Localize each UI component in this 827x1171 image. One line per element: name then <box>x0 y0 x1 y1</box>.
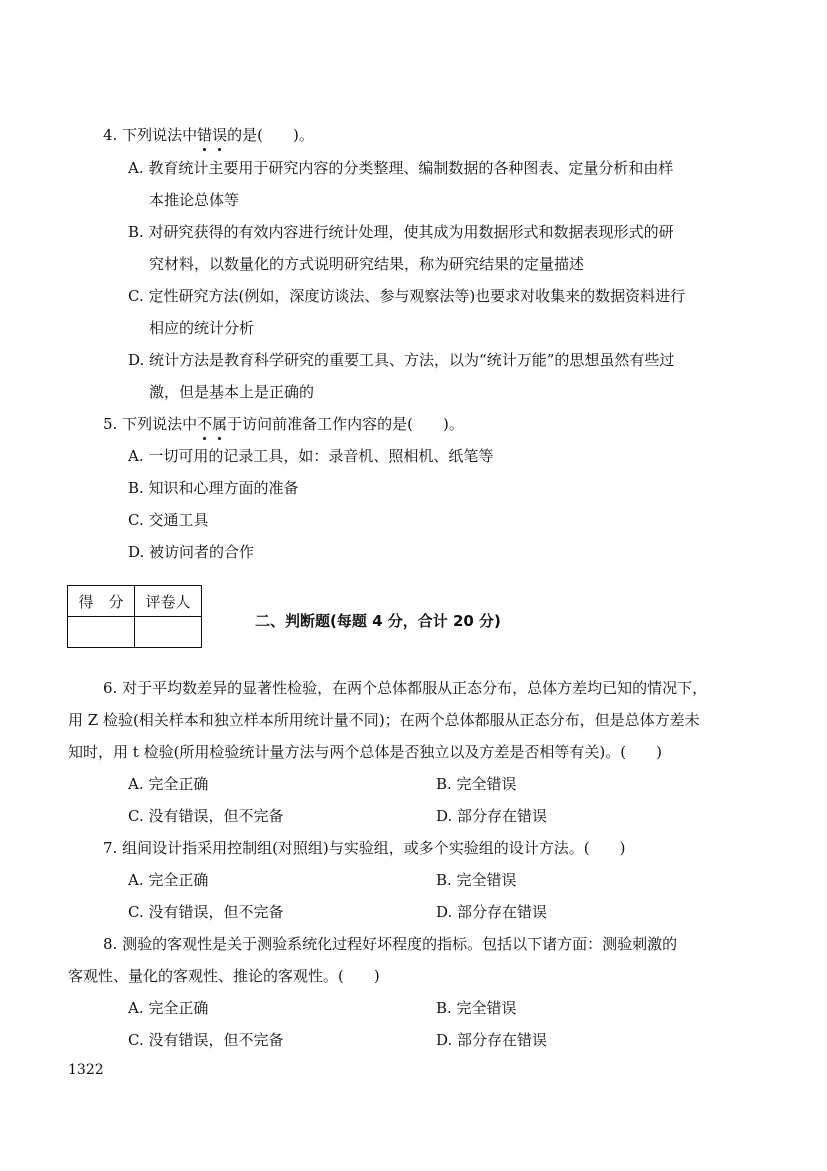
q6-option-a: A. 完全正确 <box>128 775 209 793</box>
q4-option-b-line2: 究材料，以数量化的方式说明研究结果，称为研究结果的定量描述 <box>149 255 585 273</box>
emphasis-char: 误 <box>212 126 228 144</box>
q4-option-d-line1: D. 统计方法是教育科学研究的重要工具、方法，以为“统计万能”的思想虽然有些过 <box>128 351 675 369</box>
grader-cell <box>135 617 202 648</box>
q4-option-a-line2: 本推论总体等 <box>149 191 240 209</box>
q6-stem-line3: 知时，用 t 检验(所用检验统计量方法与两个总体是否独立以及方差是否相等有关)。( ) <box>68 743 662 761</box>
page-number: 1322 <box>68 1062 104 1078</box>
q8-option-a: A. 完全正确 <box>128 999 209 1017</box>
score-header: 得 分 <box>68 586 135 617</box>
q4-option-a-line1: A. 教育统计主要用于研究内容的分类整理、编制数据的各种图表、定量分析和由样 <box>128 159 674 177</box>
q6-option-c: C. 没有错误，但不完备 <box>128 807 284 825</box>
emphasis-char: 属 <box>212 415 228 433</box>
q5-option-d: D. 被访问者的合作 <box>128 543 255 561</box>
score-table <box>67 585 202 648</box>
q8-stem-line1: 8. 测验的客观性是关于测验系统化过程好坏程度的指标。包括以下诸方面：测验刺激的 <box>103 935 678 953</box>
q8-option-d: D. 部分存在错误 <box>436 1031 548 1049</box>
q4-option-c-line1: C. 定性研究方法(例如，深度访谈法、参与观察法等)也要求对收集来的数据资料进行 <box>128 287 686 305</box>
grader-header: 评卷人 <box>135 586 202 617</box>
q4-stem: 4. 下列说法中错误的是( )。 <box>103 126 314 144</box>
q8-option-b: B. 完全错误 <box>436 999 517 1017</box>
emphasis-char: 不 <box>197 415 213 433</box>
q5-option-c: C. 交通工具 <box>128 511 209 529</box>
q8-option-c: C. 没有错误，但不完备 <box>128 1031 284 1049</box>
q7-option-d: D. 部分存在错误 <box>436 903 548 921</box>
q7-option-b: B. 完全错误 <box>436 871 517 889</box>
q6-stem-line2: 用 Z 检验(相关样本和独立样本所用统计量不同)；在两个总体都服从正态分布，但是总体方差未 <box>68 711 700 729</box>
q8-stem-line2: 客观性、量化的客观性、推论的客观性。( ) <box>68 967 380 985</box>
emphasis-char: 错 <box>197 126 213 144</box>
q6-option-d: D. 部分存在错误 <box>436 807 548 825</box>
section-title: 二、判断题(每题 4 分，合计 20 分) <box>255 612 501 630</box>
q5-option-a: A. 一切可用的记录工具，如：录音机、照相机、纸笔等 <box>128 447 494 465</box>
score-cell <box>68 617 135 648</box>
q6-option-b: B. 完全错误 <box>436 775 517 793</box>
q4-option-c-line2: 相应的统计分析 <box>149 319 255 337</box>
q4-option-d-line2: 激，但是基本上是正确的 <box>149 383 315 401</box>
q6-stem-line1: 6. 对于平均数差异的显著性检验，在两个总体都服从正态分布，总体方差均已知的情况下， <box>103 679 708 697</box>
q5-option-b: B. 知识和心理方面的准备 <box>128 479 299 497</box>
q4-option-b-line1: B. 对研究获得的有效内容进行统计处理，使其成为用数据形式和数据表现形式的研 <box>128 223 674 241</box>
q7-stem: 7. 组间设计指采用控制组(对照组)与实验组，或多个实验组的设计方法。( ) <box>103 839 626 857</box>
q5-stem: 5. 下列说法中不属于访问前准备工作内容的是( )。 <box>103 415 464 433</box>
q7-option-c: C. 没有错误，但不完备 <box>128 903 284 921</box>
q7-option-a: A. 完全正确 <box>128 871 209 889</box>
